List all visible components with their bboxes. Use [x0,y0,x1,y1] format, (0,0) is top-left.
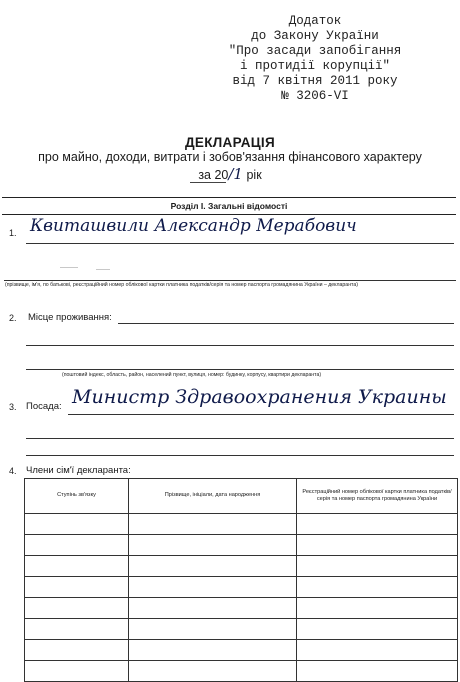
column-header-name: Прізвище, ініціали, дата народження [129,479,297,514]
table-cell [297,619,458,640]
position-line [26,455,454,456]
table-cell [129,514,297,535]
declaration-title: ДЕКЛАРАЦІЯ [185,135,275,150]
item-number: 1. [9,228,17,238]
position-handwritten: Министр Здравоохранения Украины [72,386,447,408]
table-cell [129,556,297,577]
table-cell [297,535,458,556]
position-underline [68,414,454,415]
residence-underline [118,323,454,324]
table-row [25,556,458,577]
table-cell [25,535,129,556]
residence-label: Місце проживання: [28,312,112,323]
table-cell [25,556,129,577]
family-label: Члени сім'ї декларанта: [26,465,131,476]
declaration-subtitle: про майно, доходи, витрати і зобов'язання фінансового характеру [38,150,422,164]
table-cell [297,556,458,577]
table-cell [25,661,129,682]
table-row [25,535,458,556]
year-suffix: рік [246,168,262,182]
appendix-line: Додаток [288,14,342,28]
family-members-table [24,478,458,682]
table-cell [25,619,129,640]
table-cell [297,661,458,682]
position-label: Посада: [26,401,62,412]
name-caption: (прізвище, ім'я, по батькові, реєстраційний номер облікової картки платника податків/серія та номер паспорта громадянина України – декларанта) [5,282,358,288]
item-number: 3. [9,402,17,412]
table-cell [297,514,458,535]
name-underline [26,243,454,244]
table-cell [129,598,297,619]
table-row [25,640,458,661]
column-header-tax-id: Реєстраційний номер облікової картки платника податків/ серія та номер паспорта громадянина України [297,479,458,514]
table-cell [25,514,129,535]
position-line [26,438,454,439]
table-cell [297,577,458,598]
declarant-name-handwritten: Квиташвили Александр Мерабович [30,216,357,236]
item-number: 2. [9,313,17,323]
appendix-header [210,14,420,104]
appendix-line: і протидії корупції" [239,59,391,73]
year-prefix: за 20 [198,168,229,182]
table-cell [25,640,129,661]
appendix-line: до Закону України [251,29,379,43]
table-cell [297,640,458,661]
appendix-line: від 7 квітня 2011 року [232,74,398,88]
table-cell [25,598,129,619]
item-number: 4. [9,466,17,476]
residence-line [26,345,454,346]
table-row [25,514,458,535]
table-cell [25,577,129,598]
column-header-relation: Ступінь зв'язку [25,479,129,514]
section-title: Розділ І. Загальні відомості [2,197,456,215]
table-cell [129,535,297,556]
year-underline [190,182,226,183]
residence-caption: (поштовий індекс, область, район, населений пункт, вулиця, номер: будинку, корпусу, квартири декларанта) [62,372,322,378]
table-row [25,577,458,598]
smudge [96,269,110,270]
table-row [25,619,458,640]
declaration-year-line [0,165,460,183]
name-second-underline [4,280,456,281]
residence-line [26,369,454,370]
table-row [25,661,458,682]
appendix-line: № 3206-VI [281,89,349,103]
table-cell [129,640,297,661]
year-handwritten: /1 [228,165,243,183]
table-cell [129,661,297,682]
table-header-row [25,479,458,514]
table-row [25,598,458,619]
table-cell [297,598,458,619]
appendix-line: "Про засади запобігання [228,44,402,58]
table-cell [129,619,297,640]
table-cell [129,577,297,598]
smudge [60,267,78,268]
